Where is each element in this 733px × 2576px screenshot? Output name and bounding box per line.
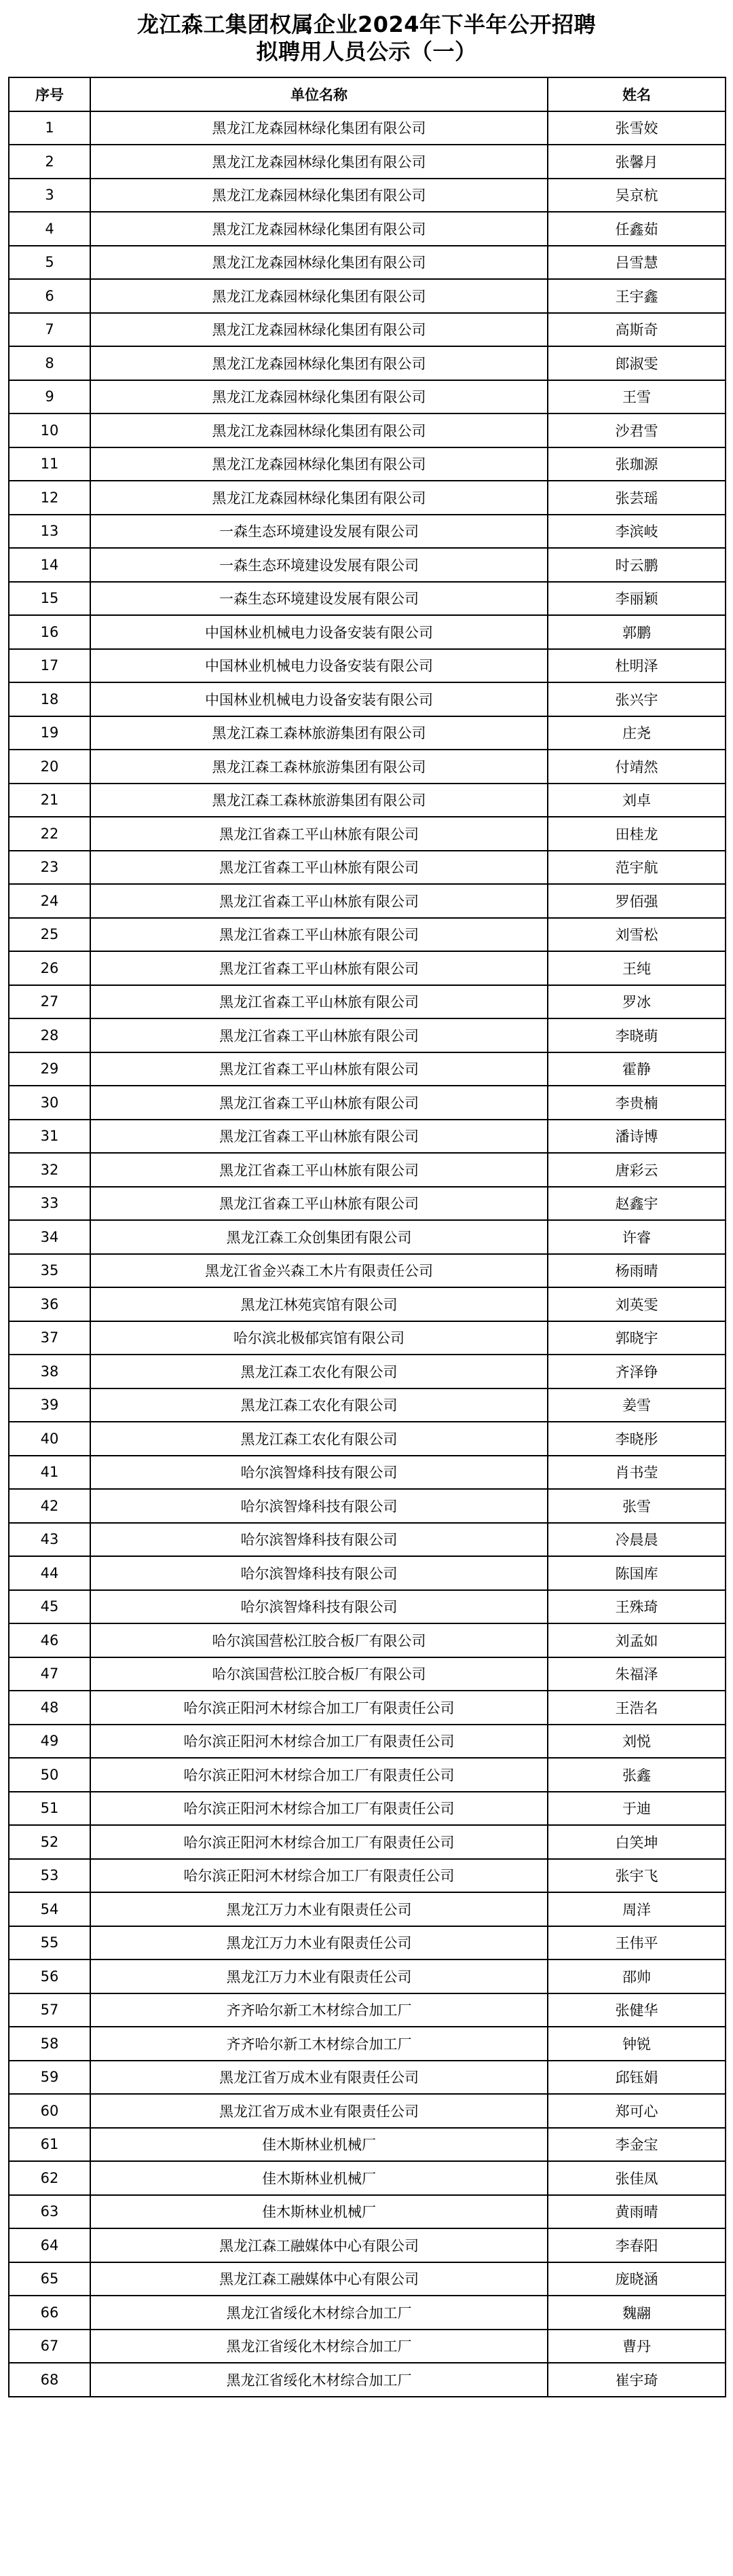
cell-person-name: 郭鹏 (548, 615, 726, 649)
table-row (9, 2363, 726, 2397)
cell-person-name: 张兴宇 (548, 682, 726, 716)
table-row (9, 548, 726, 582)
cell-person-name: 李丽颖 (548, 582, 726, 616)
cell-unit-name: 哈尔滨国营松江胶合板厂有限公司 (90, 1623, 548, 1657)
cell-unit-name: 哈尔滨正阳河木材综合加工厂有限责任公司 (90, 1825, 548, 1859)
cell-serial-number: 5 (9, 246, 90, 280)
table-row (9, 1590, 726, 1624)
cell-person-name: 罗冰 (548, 985, 726, 1019)
cell-person-name: 张健华 (548, 1993, 726, 2027)
cell-serial-number: 23 (9, 851, 90, 885)
cell-serial-number: 30 (9, 1086, 90, 1120)
cell-unit-name: 黑龙江龙森园林绿化集团有限公司 (90, 246, 548, 280)
cell-person-name: 王殊琦 (548, 1590, 726, 1624)
cell-unit-name: 哈尔滨北极郁宾馆有限公司 (90, 1321, 548, 1355)
cell-unit-name: 哈尔滨智烽科技有限公司 (90, 1456, 548, 1490)
cell-serial-number: 64 (9, 2228, 90, 2262)
table-row (9, 985, 726, 1019)
cell-person-name: 李春阳 (548, 2228, 726, 2262)
table-row (9, 2195, 726, 2229)
table-row (9, 1926, 726, 1960)
title-line-1: 龙江森工集团权属企业2024年下半年公开招聘 (136, 12, 597, 37)
cell-serial-number: 57 (9, 1993, 90, 2027)
table-row (9, 1792, 726, 1826)
cell-serial-number: 24 (9, 884, 90, 918)
cell-unit-name: 黑龙江省金兴森工木片有限责任公司 (90, 1254, 548, 1288)
cell-serial-number: 56 (9, 1959, 90, 1993)
cell-serial-number: 27 (9, 985, 90, 1019)
cell-person-name: 朱福泽 (548, 1657, 726, 1691)
cell-person-name: 庞晓涵 (548, 2262, 726, 2296)
table-row (9, 1456, 726, 1490)
cell-serial-number: 26 (9, 951, 90, 985)
cell-person-name: 郑可心 (548, 2094, 726, 2128)
cell-serial-number: 60 (9, 2094, 90, 2128)
cell-person-name: 白笑坤 (548, 1825, 726, 1859)
cell-serial-number: 65 (9, 2262, 90, 2296)
cell-serial-number: 4 (9, 212, 90, 246)
table-row (9, 1220, 726, 1254)
cell-person-name: 魏翮 (548, 2296, 726, 2330)
cell-unit-name: 黑龙江龙森园林绿化集团有限公司 (90, 111, 548, 145)
cell-person-name: 杨雨晴 (548, 1254, 726, 1288)
cell-person-name: 沙君雪 (548, 413, 726, 447)
cell-person-name: 张佳凤 (548, 2161, 726, 2195)
cell-unit-name: 一森生态环境建设发展有限公司 (90, 515, 548, 549)
table-row (9, 2128, 726, 2162)
cell-unit-name: 黑龙江龙森园林绿化集团有限公司 (90, 212, 548, 246)
cell-unit-name: 齐齐哈尔新工木材综合加工厂 (90, 2027, 548, 2061)
cell-serial-number: 29 (9, 1052, 90, 1086)
header-person-name: 姓名 (548, 77, 726, 111)
cell-serial-number: 54 (9, 1892, 90, 1926)
roster-table (8, 77, 726, 2397)
cell-unit-name: 黑龙江龙森园林绿化集团有限公司 (90, 481, 548, 515)
cell-unit-name: 黑龙江森工众创集团有限公司 (90, 1220, 548, 1254)
table-row (9, 246, 726, 280)
table-row (9, 2094, 726, 2128)
cell-serial-number: 36 (9, 1287, 90, 1321)
cell-person-name: 李贵楠 (548, 1086, 726, 1120)
cell-unit-name: 黑龙江林苑宾馆有限公司 (90, 1287, 548, 1321)
table-row (9, 1052, 726, 1086)
cell-serial-number: 34 (9, 1220, 90, 1254)
cell-unit-name: 一森生态环境建设发展有限公司 (90, 582, 548, 616)
cell-person-name: 任鑫茹 (548, 212, 726, 246)
cell-unit-name: 黑龙江省森工平山林旅有限公司 (90, 1120, 548, 1154)
cell-unit-name: 黑龙江万力木业有限责任公司 (90, 1892, 548, 1926)
table-row (9, 884, 726, 918)
cell-person-name: 李晓彤 (548, 1422, 726, 1456)
cell-person-name: 冷晨晨 (548, 1523, 726, 1557)
cell-unit-name: 黑龙江省森工平山林旅有限公司 (90, 985, 548, 1019)
cell-unit-name: 黑龙江省森工平山林旅有限公司 (90, 951, 548, 985)
cell-person-name: 刘英雯 (548, 1287, 726, 1321)
cell-unit-name: 黑龙江森工森林旅游集团有限公司 (90, 784, 548, 817)
table-row (9, 851, 726, 885)
table-row (9, 346, 726, 380)
cell-person-name: 邵帅 (548, 1959, 726, 1993)
cell-serial-number: 9 (9, 380, 90, 414)
cell-person-name: 范宇航 (548, 851, 726, 885)
table-row (9, 1018, 726, 1052)
cell-unit-name: 黑龙江省森工平山林旅有限公司 (90, 817, 548, 851)
header-unit-name: 单位名称 (90, 77, 548, 111)
cell-person-name: 陈国库 (548, 1556, 726, 1590)
table-row (9, 1254, 726, 1288)
cell-serial-number: 37 (9, 1321, 90, 1355)
cell-serial-number: 8 (9, 346, 90, 380)
cell-serial-number: 33 (9, 1187, 90, 1221)
cell-unit-name: 黑龙江万力木业有限责任公司 (90, 1959, 548, 1993)
cell-unit-name: 佳木斯林业机械厂 (90, 2128, 548, 2162)
table-row (9, 111, 726, 145)
cell-person-name: 赵鑫宇 (548, 1187, 726, 1221)
cell-serial-number: 50 (9, 1758, 90, 1792)
cell-serial-number: 63 (9, 2195, 90, 2229)
cell-serial-number: 38 (9, 1355, 90, 1388)
cell-unit-name: 哈尔滨正阳河木材综合加工厂有限责任公司 (90, 1859, 548, 1893)
table-row (9, 2228, 726, 2262)
cell-unit-name: 黑龙江省森工平山林旅有限公司 (90, 1187, 548, 1221)
table-row (9, 1959, 726, 1993)
cell-serial-number: 31 (9, 1120, 90, 1154)
table-row (9, 2027, 726, 2061)
cell-person-name: 邱钰娟 (548, 2061, 726, 2095)
table-row (9, 1825, 726, 1859)
table-row (9, 1859, 726, 1893)
cell-serial-number: 44 (9, 1556, 90, 1590)
cell-person-name: 王伟平 (548, 1926, 726, 1960)
cell-unit-name: 黑龙江省森工平山林旅有限公司 (90, 918, 548, 952)
cell-serial-number: 68 (9, 2363, 90, 2397)
cell-person-name: 王纯 (548, 951, 726, 985)
table-row (9, 1657, 726, 1691)
cell-person-name: 霍静 (548, 1052, 726, 1086)
cell-unit-name: 黑龙江森工融媒体中心有限公司 (90, 2228, 548, 2262)
cell-unit-name: 哈尔滨智烽科技有限公司 (90, 1590, 548, 1624)
cell-serial-number: 55 (9, 1926, 90, 1960)
cell-serial-number: 10 (9, 413, 90, 447)
header-serial-number: 序号 (9, 77, 90, 111)
table-header-row (9, 77, 726, 111)
cell-unit-name: 黑龙江龙森园林绿化集团有限公司 (90, 179, 548, 213)
table-row (9, 1489, 726, 1523)
cell-person-name: 姜雪 (548, 1388, 726, 1422)
table-row (9, 582, 726, 616)
table-row (9, 918, 726, 952)
cell-serial-number: 51 (9, 1792, 90, 1826)
cell-person-name: 张芸瑶 (548, 481, 726, 515)
cell-person-name: 庄尧 (548, 716, 726, 750)
table-row (9, 2330, 726, 2363)
cell-person-name: 时云鹏 (548, 548, 726, 582)
cell-person-name: 刘悦 (548, 1725, 726, 1759)
cell-serial-number: 39 (9, 1388, 90, 1422)
cell-serial-number: 43 (9, 1523, 90, 1557)
cell-unit-name: 黑龙江省森工平山林旅有限公司 (90, 1086, 548, 1120)
table-row (9, 682, 726, 716)
cell-serial-number: 11 (9, 447, 90, 481)
cell-unit-name: 黑龙江省万成木业有限责任公司 (90, 2061, 548, 2095)
table-row (9, 1523, 726, 1557)
cell-person-name: 潘诗博 (548, 1120, 726, 1154)
cell-unit-name: 哈尔滨正阳河木材综合加工厂有限责任公司 (90, 1725, 548, 1759)
cell-serial-number: 62 (9, 2161, 90, 2195)
cell-person-name: 黄雨晴 (548, 2195, 726, 2229)
cell-unit-name: 黑龙江龙森园林绿化集团有限公司 (90, 447, 548, 481)
cell-serial-number: 19 (9, 716, 90, 750)
cell-serial-number: 21 (9, 784, 90, 817)
cell-person-name: 李滨岐 (548, 515, 726, 549)
cell-serial-number: 18 (9, 682, 90, 716)
cell-person-name: 郎淑雯 (548, 346, 726, 380)
cell-unit-name: 黑龙江森工农化有限公司 (90, 1422, 548, 1456)
cell-person-name: 罗佰强 (548, 884, 726, 918)
cell-person-name: 王浩名 (548, 1691, 726, 1725)
cell-unit-name: 哈尔滨正阳河木材综合加工厂有限责任公司 (90, 1792, 548, 1826)
cell-unit-name: 一森生态环境建设发展有限公司 (90, 548, 548, 582)
cell-unit-name: 黑龙江龙森园林绿化集团有限公司 (90, 145, 548, 179)
title-line-2: 拟聘用人员公示（一） (256, 39, 477, 65)
cell-unit-name: 黑龙江省绥化木材综合加工厂 (90, 2296, 548, 2330)
cell-person-name: 李晓萌 (548, 1018, 726, 1052)
table-row (9, 179, 726, 213)
cell-serial-number: 49 (9, 1725, 90, 1759)
table-row (9, 313, 726, 347)
table-row (9, 649, 726, 683)
table-row (9, 413, 726, 447)
table-row (9, 1120, 726, 1154)
cell-person-name: 吴京杭 (548, 179, 726, 213)
cell-person-name: 杜明泽 (548, 649, 726, 683)
cell-serial-number: 16 (9, 615, 90, 649)
cell-unit-name: 黑龙江省绥化木材综合加工厂 (90, 2363, 548, 2397)
table-row (9, 615, 726, 649)
cell-unit-name: 黑龙江省森工平山林旅有限公司 (90, 884, 548, 918)
table-row (9, 784, 726, 817)
cell-unit-name: 黑龙江省万成木业有限责任公司 (90, 2094, 548, 2128)
cell-unit-name: 黑龙江省森工平山林旅有限公司 (90, 851, 548, 885)
cell-serial-number: 45 (9, 1590, 90, 1624)
cell-person-name: 齐泽铮 (548, 1355, 726, 1388)
cell-person-name: 周洋 (548, 1892, 726, 1926)
cell-unit-name: 哈尔滨正阳河木材综合加工厂有限责任公司 (90, 1691, 548, 1725)
cell-unit-name: 中国林业机械电力设备安装有限公司 (90, 649, 548, 683)
table-body (9, 111, 726, 2397)
cell-unit-name: 黑龙江森工森林旅游集团有限公司 (90, 716, 548, 750)
table-row (9, 447, 726, 481)
table-row (9, 279, 726, 313)
cell-serial-number: 13 (9, 515, 90, 549)
cell-serial-number: 66 (9, 2296, 90, 2330)
table-row (9, 1725, 726, 1759)
cell-unit-name: 黑龙江龙森园林绿化集团有限公司 (90, 380, 548, 414)
cell-serial-number: 46 (9, 1623, 90, 1657)
cell-person-name: 高斯奇 (548, 313, 726, 347)
cell-serial-number: 32 (9, 1153, 90, 1187)
table-row (9, 212, 726, 246)
table-row (9, 1993, 726, 2027)
table-row (9, 1287, 726, 1321)
cell-serial-number: 61 (9, 2128, 90, 2162)
cell-person-name: 王宇鑫 (548, 279, 726, 313)
table-row (9, 1892, 726, 1926)
table-row (9, 1422, 726, 1456)
cell-person-name: 刘卓 (548, 784, 726, 817)
cell-unit-name: 黑龙江龙森园林绿化集团有限公司 (90, 279, 548, 313)
table-row (9, 817, 726, 851)
cell-serial-number: 22 (9, 817, 90, 851)
cell-person-name: 田桂龙 (548, 817, 726, 851)
cell-unit-name: 黑龙江森工农化有限公司 (90, 1388, 548, 1422)
table-row (9, 1153, 726, 1187)
cell-person-name: 刘孟如 (548, 1623, 726, 1657)
cell-unit-name: 黑龙江万力木业有限责任公司 (90, 1926, 548, 1960)
cell-serial-number: 25 (9, 918, 90, 952)
cell-unit-name: 黑龙江森工融媒体中心有限公司 (90, 2262, 548, 2296)
table-row (9, 951, 726, 985)
cell-serial-number: 59 (9, 2061, 90, 2095)
cell-unit-name: 黑龙江森工森林旅游集团有限公司 (90, 750, 548, 784)
cell-serial-number: 1 (9, 111, 90, 145)
cell-person-name: 张鑫 (548, 1758, 726, 1792)
cell-person-name: 王雪 (548, 380, 726, 414)
cell-unit-name: 哈尔滨正阳河木材综合加工厂有限责任公司 (90, 1758, 548, 1792)
cell-serial-number: 28 (9, 1018, 90, 1052)
cell-serial-number: 6 (9, 279, 90, 313)
cell-unit-name: 黑龙江龙森园林绿化集团有限公司 (90, 346, 548, 380)
cell-unit-name: 黑龙江省森工平山林旅有限公司 (90, 1153, 548, 1187)
cell-person-name: 钟锐 (548, 2027, 726, 2061)
cell-person-name: 张珈源 (548, 447, 726, 481)
cell-serial-number: 58 (9, 2027, 90, 2061)
table-row (9, 1388, 726, 1422)
cell-serial-number: 52 (9, 1825, 90, 1859)
table-row (9, 1187, 726, 1221)
cell-unit-name: 中国林业机械电力设备安装有限公司 (90, 615, 548, 649)
document-title (0, 0, 733, 76)
cell-serial-number: 15 (9, 582, 90, 616)
table-row (9, 380, 726, 414)
cell-person-name: 张雪 (548, 1489, 726, 1523)
cell-person-name: 吕雪慧 (548, 246, 726, 280)
cell-serial-number: 40 (9, 1422, 90, 1456)
table-row (9, 2262, 726, 2296)
table-row (9, 515, 726, 549)
table-row (9, 716, 726, 750)
table-row (9, 2296, 726, 2330)
cell-unit-name: 佳木斯林业机械厂 (90, 2195, 548, 2229)
cell-serial-number: 12 (9, 481, 90, 515)
cell-person-name: 李金宝 (548, 2128, 726, 2162)
cell-unit-name: 黑龙江龙森园林绿化集团有限公司 (90, 413, 548, 447)
cell-unit-name: 中国林业机械电力设备安装有限公司 (90, 682, 548, 716)
cell-person-name: 肖书莹 (548, 1456, 726, 1490)
cell-person-name: 张宇飞 (548, 1859, 726, 1893)
cell-person-name: 许睿 (548, 1220, 726, 1254)
table-row (9, 2161, 726, 2195)
cell-serial-number: 14 (9, 548, 90, 582)
cell-unit-name: 黑龙江龙森园林绿化集团有限公司 (90, 313, 548, 347)
cell-serial-number: 35 (9, 1254, 90, 1288)
cell-person-name: 张雪姣 (548, 111, 726, 145)
table-row (9, 750, 726, 784)
table-row (9, 2061, 726, 2095)
cell-person-name: 张馨月 (548, 145, 726, 179)
cell-unit-name: 佳木斯林业机械厂 (90, 2161, 548, 2195)
cell-serial-number: 48 (9, 1691, 90, 1725)
cell-unit-name: 哈尔滨智烽科技有限公司 (90, 1523, 548, 1557)
cell-unit-name: 黑龙江森工农化有限公司 (90, 1355, 548, 1388)
cell-unit-name: 哈尔滨智烽科技有限公司 (90, 1489, 548, 1523)
cell-person-name: 崔宇琦 (548, 2363, 726, 2397)
cell-unit-name: 黑龙江省绥化木材综合加工厂 (90, 2330, 548, 2363)
cell-person-name: 刘雪松 (548, 918, 726, 952)
cell-person-name: 唐彩云 (548, 1153, 726, 1187)
cell-serial-number: 53 (9, 1859, 90, 1893)
cell-unit-name: 黑龙江省森工平山林旅有限公司 (90, 1018, 548, 1052)
cell-serial-number: 41 (9, 1456, 90, 1490)
cell-serial-number: 2 (9, 145, 90, 179)
table-row (9, 145, 726, 179)
table-row (9, 1623, 726, 1657)
cell-serial-number: 3 (9, 179, 90, 213)
cell-person-name: 郭晓宇 (548, 1321, 726, 1355)
cell-serial-number: 7 (9, 313, 90, 347)
cell-person-name: 曹丹 (548, 2330, 726, 2363)
table-row (9, 481, 726, 515)
cell-serial-number: 20 (9, 750, 90, 784)
cell-serial-number: 42 (9, 1489, 90, 1523)
table-row (9, 1691, 726, 1725)
cell-person-name: 于迪 (548, 1792, 726, 1826)
table-row (9, 1321, 726, 1355)
table-row (9, 1086, 726, 1120)
cell-unit-name: 哈尔滨智烽科技有限公司 (90, 1556, 548, 1590)
table-row (9, 1355, 726, 1388)
table-row (9, 1758, 726, 1792)
cell-serial-number: 47 (9, 1657, 90, 1691)
cell-serial-number: 67 (9, 2330, 90, 2363)
cell-unit-name: 齐齐哈尔新工木材综合加工厂 (90, 1993, 548, 2027)
cell-serial-number: 17 (9, 649, 90, 683)
cell-person-name: 付靖然 (548, 750, 726, 784)
table-row (9, 1556, 726, 1590)
cell-unit-name: 黑龙江省森工平山林旅有限公司 (90, 1052, 548, 1086)
cell-unit-name: 哈尔滨国营松江胶合板厂有限公司 (90, 1657, 548, 1691)
